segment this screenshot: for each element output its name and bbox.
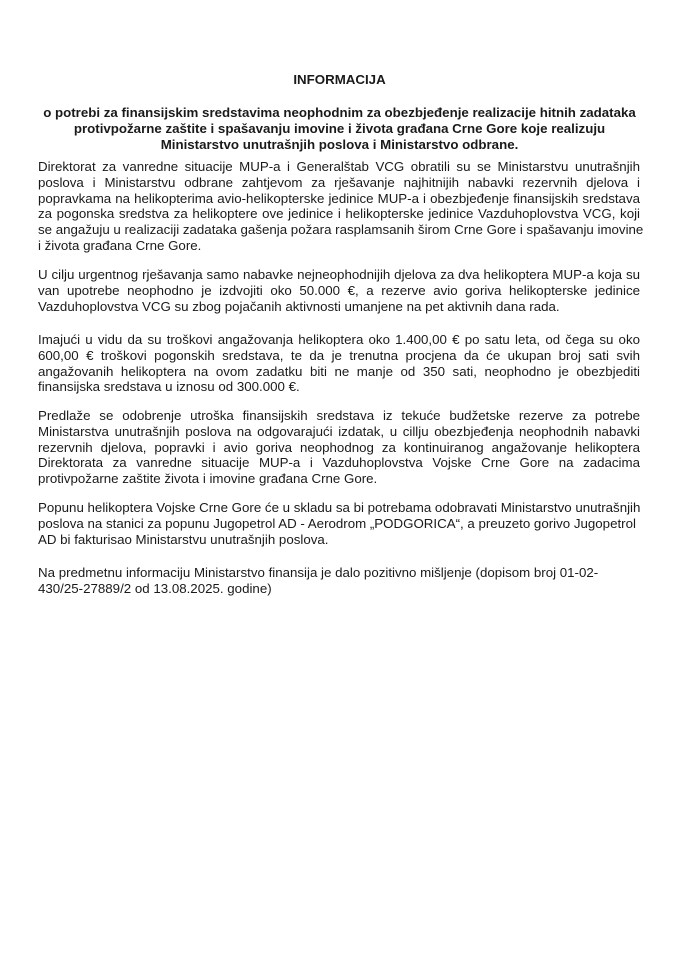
subtitle-line: Ministarstvo unutrašnjih poslova i Ministarstvo odbrane. — [160, 136, 519, 152]
paragraph-line: Predlaže se odobrenje utroška finansijskih sredstava iz tekuće budžetske rezerve za potrebe — [38, 408, 640, 423]
document-title: INFORMACIJA — [293, 72, 386, 87]
paragraph-line: protivpožarne zaštite života i imovine građana Crne Gore. — [38, 471, 378, 487]
paragraph-line: AD bi fakturisao Ministarstvu unutrašnjih poslova. — [38, 531, 329, 547]
paragraph-line: Popunu helikoptera Vojske Crne Gore će u skladu sa bi potrebama odobravati Ministarstvo unutrašnjih — [38, 500, 641, 515]
paragraph-line: Ministarstva unutrašnjih poslova na odgovarajući izdatak, u cillju obezbjeđenja neophodnih nabavki — [38, 423, 640, 439]
paragraph-costs — [38, 332, 640, 395]
paragraph-line: Vazduhoplovstva VCG su zbog pojačanih aktivnosti umanjene na pet aktivnih dana rada. — [38, 298, 560, 314]
paragraph-line: i života građana Crne Gore. — [38, 237, 202, 253]
paragraph-line: Direktorat za vanredne situacije MUP-a i Generalštab VCG obratili su se Ministarstvu unutrašnjih — [38, 159, 640, 174]
document-subtitle — [20, 105, 659, 152]
paragraph-line: 430/25-27889/2 od 13.08.2025. godine) — [38, 580, 272, 596]
paragraph-line: poslova na stanici za popunu Jugopetrol AD - Aerodrom „PODGORICA“, a preuzeto gorivo Jugopetrol — [38, 515, 636, 531]
paragraph-line: angažovanih helikoptera na ovom zadatku biti ne manje od 350 sati, neophodno je obezbjediti — [38, 363, 640, 379]
paragraph-line: za pogonska sredstva za helikoptere ove jedinice i helikopterske jedinice Vazduhoplovstva VCG, koji — [38, 206, 640, 222]
paragraph-line: se angažuju u realizaciji zadataka gašenja požara rasplamsanih širom Crne Gore i spašavanju imovine — [38, 222, 644, 238]
paragraph-line: rezervnih djelova, popravki i avio goriva neophodnog za kontinuiranog angažovanje helikoptera — [38, 439, 640, 455]
paragraph-ministry-opinion — [38, 565, 640, 597]
subtitle-line: protivpožarne zaštite i spašavanju imovine i života građana Crne Gore koje realizuju — [73, 120, 606, 136]
paragraph-request — [38, 159, 644, 254]
paragraph-line: van upotrebe neophodno je izdvojiti oko 50.000 €, a rezerve avio goriva helikopterske jedinice — [38, 282, 640, 298]
paragraph-refueling — [38, 500, 640, 547]
paragraph-line: Direktorata za vanredne situacije MUP-a i Vazduhoplovstva Vojske Crne Gore na zadacima — [38, 455, 640, 471]
paragraph-proposal — [38, 408, 640, 487]
paragraph-urgent-parts — [38, 267, 640, 314]
paragraph-line: poslova i Ministarstvu odbrane zahtjevom za rješavanje najhitnijih nabavki rezervnih djelova i — [38, 174, 640, 190]
paragraph-line: Imajući u vidu da su troškovi angažovanja helikoptera oko 1.400,00 € po satu leta, od čega su oko — [38, 332, 640, 347]
paragraph-line: 600,00 € troškovi pogonskih sredstava, te da je trenutna procjena da će ukupan broj sati svih — [38, 347, 640, 363]
subtitle-line: o potrebi za finansijskim sredstavima neophodnim za obezbjeđenje realizacije hitnih zadataka — [43, 105, 636, 120]
paragraph-line: Na predmetnu informaciju Ministarstvo finansija je dalo pozitivno mišljenje (dopisom broj 01-02- — [38, 565, 599, 580]
paragraph-line: finansijska sredstava u iznosu od 300.000 €. — [38, 379, 300, 395]
paragraph-line: popravkama na helikopterima avio-helikopterske jedinice MUP-a i obezbjeđenje finansijskih sredstava — [38, 190, 640, 206]
paragraph-line: U cilju urgentnog rješavanja samo nabavke nejneophodnijih djelova za dva helikoptera MUP-a koja su — [38, 267, 640, 282]
